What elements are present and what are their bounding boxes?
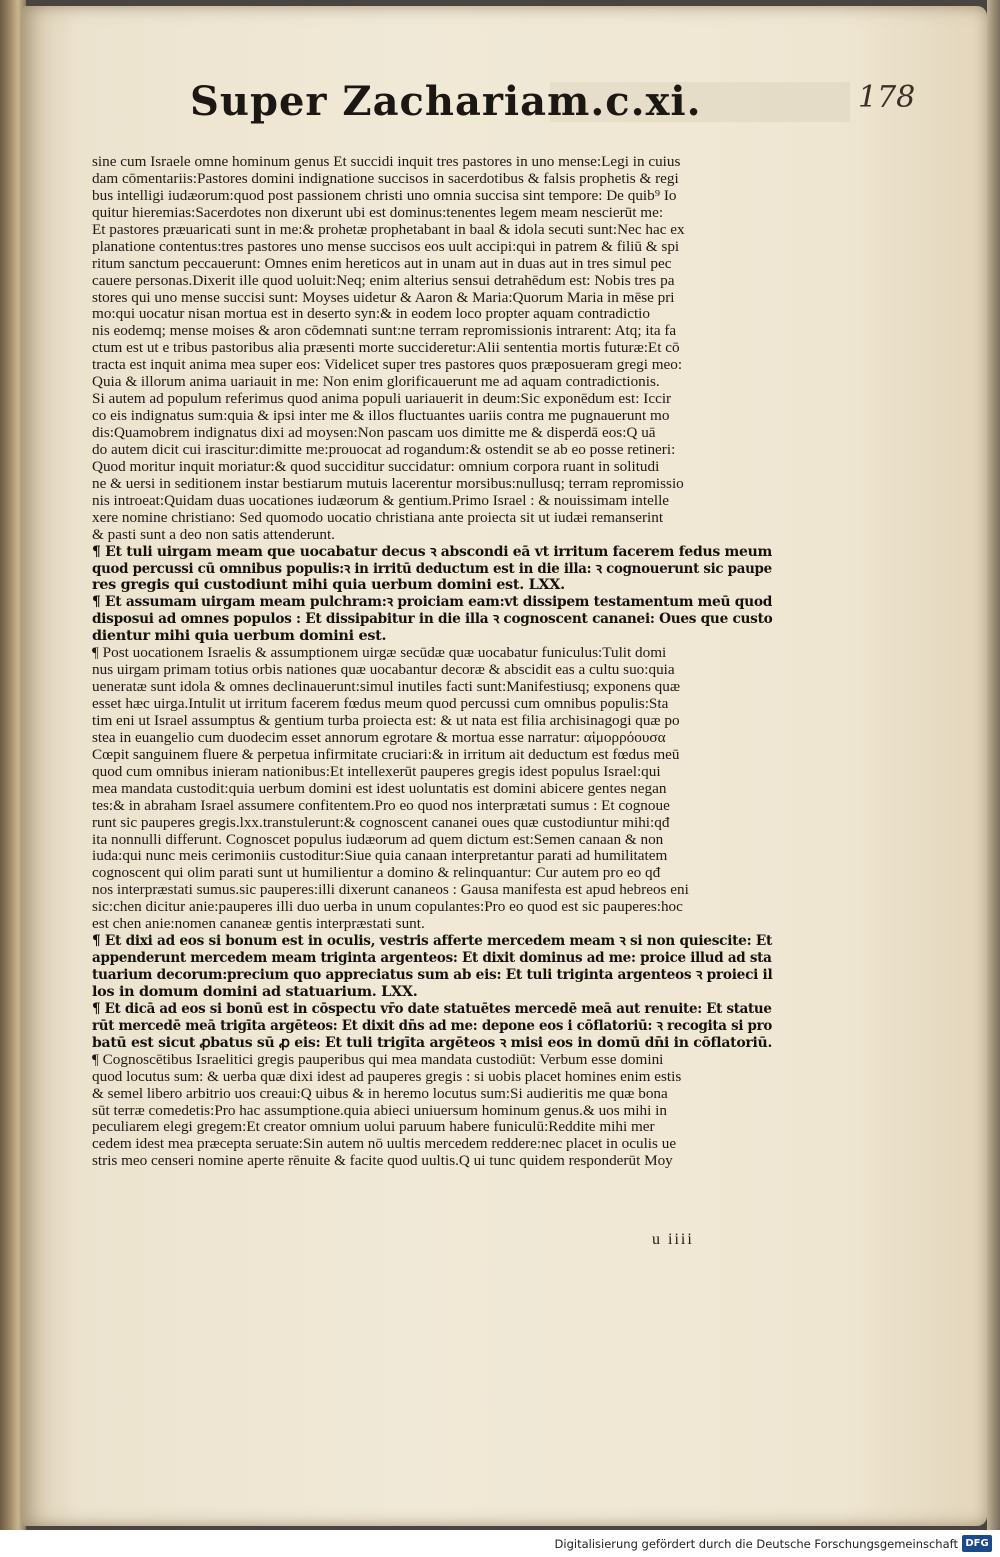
text-line: sūt terræ comedetis:Pro hac assumptione.quia abieci uniuersum hominum genus.& uos mihi in bbox=[92, 1101, 667, 1119]
funding-credit: Digitalisierung gefördert durch die Deutsche Forschungsgemeinschaft bbox=[554, 1537, 958, 1551]
text-line: quod locutus sum: & uerba quæ dixi idest ad pauperes gregis : si uobis placet homines enim estis bbox=[92, 1067, 682, 1085]
text-line: ne & uersi in seditionem instar bestiarum mutuis lacerentur morsibus:nullusq; terram repromissio bbox=[92, 474, 684, 492]
text-line: nos interpræstati sumus.sic pauperes:illi dixerunt cananeos : Gausa manifesta est apud hebreos eni bbox=[92, 881, 689, 899]
text-line: est chen anie:nomen cananeæ gentis interpræstati sunt. bbox=[92, 915, 425, 933]
text-line: Quia & illorum anima uariauit in me: Non enim glorificauerunt me ad aquam contradictionis. bbox=[92, 373, 660, 391]
body-text bbox=[92, 154, 772, 1170]
text-line: ¶ Et dixi ad eos si bonum est in oculis, vestris afferte mercedem meam ꝛ si non quiescite: Et bbox=[92, 932, 773, 950]
text-line: dam cōmentariis:Pastores domini indignatione succisos in sacerdotibus & falsis prophetis & regi bbox=[92, 169, 679, 187]
text-line: ctum est ut e tribus pastoribus alia præsenti morte succideretur:Alii sententia mortis futuræ:Et cō bbox=[92, 339, 680, 357]
text-line: cedem idest mea præcepta seruate:Sin autem nō uultis mercedem reddere:nec placet in oculis ue bbox=[92, 1135, 677, 1153]
text-line: iuda:qui nunc meis cerimoniis custoditur:Siue quia canaan interpretantur parati ad humilitatem bbox=[92, 847, 668, 865]
text-line: ita nonnulli differunt. Cognoscet populus iudæorum ad quem dictum est:Semen canaan & non bbox=[92, 830, 664, 848]
text-line: cognoscent qui olim parati sunt ut humilientur a domino & relinquantur: Cur autem pro eo qđ bbox=[92, 864, 661, 882]
text-line: stea in euangelio cum duodecim esset annorum egrotare & mortua esse narratur: αἱμορρόουσα bbox=[92, 728, 666, 746]
text-line: dis:Quamobrem indignatus dixi ad moysen:Non pascam uos dimitte me & disperdā eos:Q uā bbox=[92, 424, 656, 441]
text-line: tuarium decorum:precium quo appreciatus sum ab eis: Et tuli triginta argenteos ꝛ proieci il bbox=[92, 966, 773, 983]
text-line: ¶ Cognoscētibus Israelitici gregis pauperibus qui mea mandata custodiūt: Verbum esse domini bbox=[92, 1050, 664, 1068]
text-line: ritum sanctum peccauerunt: Omnes enim hereticos aut in unam aut in duas aut in tres simul pec bbox=[92, 254, 672, 272]
text-line: los in domum domini ad statuarium. LXX. bbox=[92, 982, 418, 1000]
text-line: planatione contentus:tres pastores uno mense succisos eos uult accipi:qui in patrem & filiū & spi bbox=[92, 237, 680, 255]
text-line: res gregis qui custodiunt mihi quia uerbum domini est. LXX. bbox=[92, 576, 565, 594]
text-line: rūt mercedē meā trigīta argēteos: Et dixit dn̄s ad me: depone eos i cōflatoriū: ꝛ recogita si pro bbox=[92, 1016, 773, 1034]
text-line: Et pastores præuaricati sunt in me:& prohetæ prophetabant in baal & idola secuti sunt:Nec hac ex bbox=[92, 220, 685, 238]
page-heading: Super Zachariam.c.xi. bbox=[190, 78, 702, 125]
text-line: xere nomine christiano: Sed quomodo uocatio christiana ante proiecta sit ut iudæi remanserint bbox=[92, 508, 664, 526]
folio-number: 178 bbox=[858, 80, 916, 115]
text-line: tes:& in abraham Israel assumere confitentem.Pro eo quod nos interprætati sumus : Et cognoue bbox=[92, 796, 670, 814]
text-line: quod percussi cū omnibus populis:ꝛ in irritū deductum est in die illa: ꝛ cognouerunt sic paupe bbox=[92, 559, 772, 577]
text-line: bus intelligi iudæorum:quod post passionem christi uno omnia succisa sint tempore: De quib⁹ Io bbox=[92, 186, 677, 204]
page-fore-edge bbox=[987, 0, 1000, 1530]
text-line: quitur hieremias:Sacerdotes non dixerunt ubi est dominus:tenentes legem meam nescierūt me: bbox=[92, 203, 664, 221]
text-line: dientur mihi quia uerbum domini est. bbox=[92, 627, 387, 645]
text-line: appenderunt mercedem meam triginta argenteos: Et dixit dominus ad me: proice illud ad sta bbox=[92, 949, 772, 967]
text-line: peculiarem elegi gregem:Et creator omnium uolui paruum habere funiculū:Reddite mihi mer bbox=[92, 1118, 655, 1136]
text-line: Si autem ad populum referimus quod anima populi uariauerit in deum:Sic exponēdum est: Iccir bbox=[92, 390, 672, 408]
text-line: co eis indignatus sum:quia & ipsi inter me & illos fluctuantes uariis contra me pugnauerunt mo bbox=[92, 407, 670, 425]
text-line: mea mandata custodit:quia uerbum domini est idest uoluntatis est domini abicere gentes negan bbox=[92, 779, 667, 797]
text-line: Quod moritur inquit moriatur:& quod succiditur succidatur: omnium corpora ruant in solitudi bbox=[92, 457, 660, 475]
text-line: ¶ Et tuli uirgam meam que uocabatur decus ꝛ abscondi eā vt irritum facerem fedus meum bbox=[92, 542, 773, 560]
text-line: & pasti sunt a deo non satis attenderunt. bbox=[92, 525, 335, 543]
text-line: sine cum Israele omne hominum genus Et succidi inquit tres pastores in uno mense:Legi in cuius bbox=[92, 153, 681, 170]
dfg-logo: DFG bbox=[962, 1535, 992, 1552]
text-line: batū est sicut ꝓbatus sū ꝓ eis: Et tuli trigīta argēteos ꝛ misi eos in domū dn̄i in cōflatoriū. bbox=[92, 1033, 773, 1051]
text-line: mo:qui uocatur nisan mortua est in deserto syn:& in eodem loco propter aquam contradictio bbox=[92, 305, 650, 323]
text-line: nis eodemq; mense moises & aron cōdemnati sunt:ne terram repromissionis intrarent: Atq; ita fa bbox=[92, 322, 677, 340]
text-line: disposui ad omnes populos : Et dissipabitur in die illa ꝛ cognoscent cananei: Oues que custo bbox=[92, 610, 773, 628]
text-line: ¶ Et assumam uirgam meam pulchram:ꝛ proiciam eam:vt dissipem testamentum meū quod bbox=[92, 593, 773, 611]
text-line: nis introeat:Quidam duas uocationes iudæorum & gentium.Primo Israel : & nouissimam intelle bbox=[92, 491, 670, 509]
text-line: tracta est inquit anima mea super eos: Videlicet super tres pastores quos præposueram gregi meo: bbox=[92, 356, 683, 374]
text-line: stris meo censeri nomine aperte rēnuite & facite quod uultis.Q ui tunc quidem responderūt Moy bbox=[92, 1152, 673, 1170]
text-line: ueneratæ sunt idola & omnes declinauerunt:simul inutiles facti sunt:Manifestiusq; exponens quæ bbox=[92, 678, 680, 696]
text-line: & semel libero arbitrio uos creaui:Q uibus & in heremo locutus sum:Si audieritis me quæ bona bbox=[92, 1084, 668, 1102]
text-line: ¶ Post uocationem Israelis & assumptionem uirgæ secūdæ quæ uocabatur funiculus:Tulit domi bbox=[92, 644, 667, 662]
text-line: esset hæc uirga.Intulit ut irritum facerem fœdus meum quod percussi cum omnibus populis:Sta bbox=[92, 695, 669, 712]
text-line: runt sic pauperes gregis.lxx.transtulerunt:& cognoscent cananei oues quæ custodiuntur mihi:qđ bbox=[92, 813, 670, 831]
text-line: do autem dicit cui irascitur:dimitte me:prouocat ad rogandum:& ostendit se ab eo posse retineri: bbox=[92, 440, 676, 458]
text-line: ¶ Et dicā ad eos si bonū est in cōspectu vr̄o date statuētes mercedē meā aut renuite: Et statue bbox=[92, 999, 772, 1017]
text-line: stores qui uno mense succisi sunt: Moyses uidetur & Aaron & Maria:Quorum Maria in mēse pri bbox=[92, 288, 675, 306]
signature-mark: u iiii bbox=[652, 1231, 694, 1248]
text-line: sic:chen dicitur anie:pauperes illi duo uerba in unum copulantes:Pro eo quod est sic pauperes:hoc bbox=[92, 898, 683, 916]
text-line: tim eni ut Israel assumptus & gentium turba proiecta est: & ut nata est filia archisinagogi quæ po bbox=[92, 711, 680, 729]
text-line: quod cum omnibus inieram nationibus:Et intellexerūt pauperes gregis idest populus Israel:qui bbox=[92, 762, 661, 780]
text-line: nus uirgam primam totius orbis nationes quæ uocabantur decoræ & abscidit eas a cultu suo:quia bbox=[92, 661, 675, 679]
text-line: Cœpit sanguinem fluere & perpetua infirmitate cruciari:& in irritum ait deductum est fœdus meū bbox=[92, 745, 680, 763]
text-line: cauere personas.Dixerit ille quod uoluit:Neq; enim alterius sensui detrahēdum est: Nobis tres pa bbox=[92, 271, 675, 289]
